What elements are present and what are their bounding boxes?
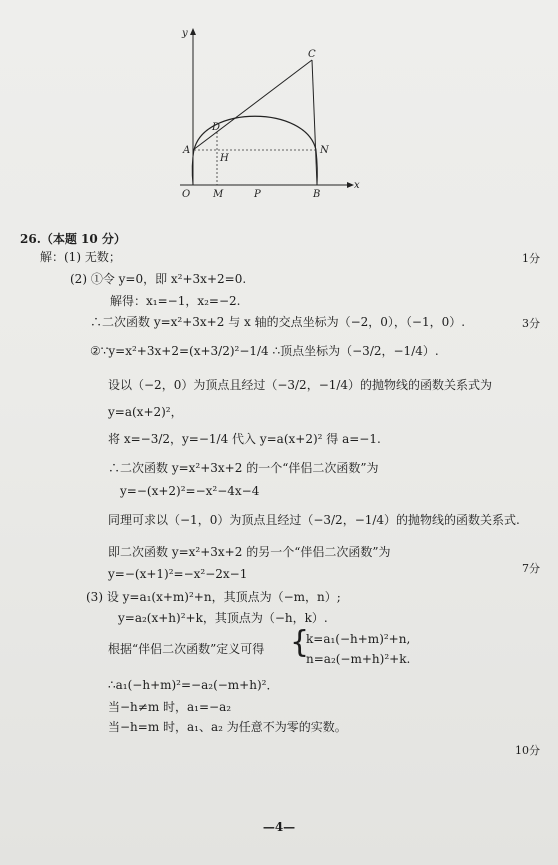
answer-line-13: y=−(x+1)²=−x²−2x−1 [108, 567, 248, 581]
label-A: A [183, 145, 191, 156]
line-CB [312, 60, 317, 185]
score-1: 1分 [522, 252, 540, 265]
question-header: 26.（本题 10 分） [20, 232, 126, 246]
answer-line-10: y=−(x+2)²=−x²−4x−4 [120, 484, 260, 498]
line-AC [193, 60, 312, 150]
answer-line-3: 解得：x₁=−1，x₂=−2. [110, 294, 241, 308]
system-eq-1: k=a₁(−h+m)²+n, [306, 632, 411, 646]
answer-line-8: 将 x=−3/2，y=−1/4 代入 y=a(x+2)² 得 a=−1. [108, 432, 381, 446]
y-axis-arrow [190, 28, 196, 35]
page-number: —4— [262, 820, 296, 834]
score-4: 10分 [515, 744, 540, 757]
label-P: P [254, 189, 261, 200]
answer-line-2: (2) ①令 y=0，即 x²+3x+2=0. [70, 272, 247, 286]
answer-line-11: 同理可求以（−1，0）为顶点且经过（−3/2，−1/4）的抛物线的函数关系式. [108, 513, 520, 527]
answer-line-5: ②∵y=x²+3x+2=(x+3/2)²−1/4 ∴顶点坐标为（−3/2，−1/4）. [90, 344, 439, 358]
system-eq-2: n=a₂(−m+h)²+k. [306, 652, 411, 666]
answer-line-1: 解：(1) 无数； [40, 250, 121, 264]
answer-line-19: 当−h=m 时，a₁、a₂ 为任意不为零的实数。 [108, 720, 347, 734]
label-C: C [308, 49, 316, 60]
label-H: H [220, 153, 229, 164]
answer-line-15: y=a₂(x+h)²+k，其顶点为（−h，k）. [118, 611, 328, 625]
score-2: 3分 [522, 317, 540, 330]
score-3: 7分 [522, 562, 540, 575]
answer-line-14: (3) 设 y=a₁(x+m)²+n，其顶点为（−m，n）; [86, 590, 341, 604]
answer-line-4: ∴二次函数 y=x²+3x+2 与 x 轴的交点坐标为（−2，0），（−1，0）. [90, 315, 466, 329]
x-axis-arrow [347, 182, 354, 188]
label-x: x [354, 180, 360, 191]
label-O: O [182, 189, 191, 200]
answer-line-12: 即二次函数 y=x²+3x+2 的另一个“伴侣二次函数”为 [108, 545, 391, 559]
answer-line-16: 根据“伴侣二次函数”定义可得 [108, 642, 265, 656]
answer-line-9: ∴二次函数 y=x²+3x+2 的一个“伴侣二次函数”为 [108, 461, 379, 475]
label-B: B [313, 189, 321, 200]
answer-line-18: 当−h≠m 时，a₁=−a₂ [108, 700, 232, 714]
label-y: y [182, 28, 188, 39]
answer-line-17: ∴a₁(−h+m)²=−a₂(−m+h)²． [108, 678, 279, 692]
system-brace: { [290, 625, 310, 660]
label-M: M [213, 189, 224, 200]
answer-line-6: 设以（−2，0）为顶点且经过（−3/2，−1/4）的抛物线的函数关系式为 [108, 378, 493, 392]
geometry-figure [160, 20, 370, 200]
answer-line-7: y=a(x+2)²， [108, 405, 183, 419]
label-N: N [320, 145, 329, 156]
label-D: D [212, 122, 221, 133]
